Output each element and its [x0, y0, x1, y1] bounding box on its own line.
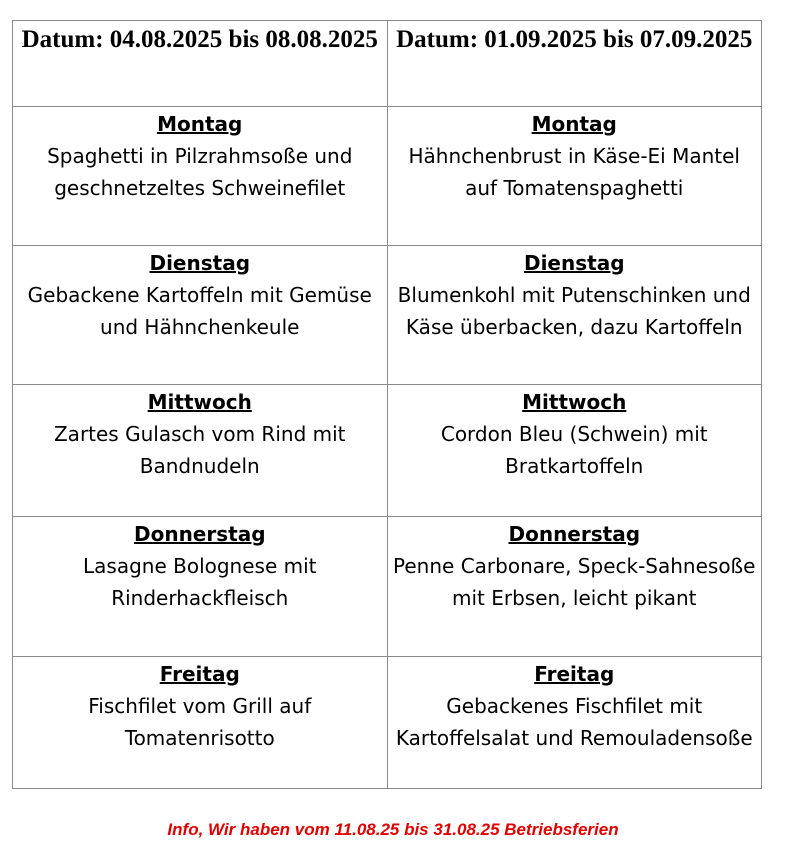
day-label: Dienstag [149, 251, 251, 275]
dish-text: Zartes Gulasch vom Rind mit Bandnudeln [53, 422, 346, 478]
table-row [13, 246, 762, 385]
day-label: Donnerstag [133, 522, 266, 546]
day-label: Montag [531, 112, 617, 136]
day-label: Montag [157, 112, 243, 136]
dish-text: Hähnchenbrust in Käse-Ei Mantel auf Tomatenspaghetti [408, 144, 740, 200]
dish-text: Lasagne Bolognese mit Rinderhackfleisch [83, 554, 317, 610]
table-row [13, 517, 762, 657]
day-label: Freitag [159, 662, 240, 686]
menu-cell [13, 246, 388, 385]
dish-text: Gebackene Kartoffeln mit Gemüse und Hähnchenkeule [27, 283, 372, 339]
table-row [13, 107, 762, 246]
menu-cell [387, 657, 762, 789]
dish-text: Gebackenes Fischfilet mit Kartoffelsalat und Remouladensoße [395, 694, 753, 750]
table-row [13, 385, 762, 517]
day-label: Dienstag [523, 251, 625, 275]
menu-cell [387, 246, 762, 385]
dish-text: Cordon Bleu (Schwein) mit Bratkartoffeln [440, 422, 708, 478]
menu-cell [13, 385, 388, 517]
menu-cell [387, 107, 762, 246]
day-label: Donnerstag [508, 522, 641, 546]
dish-text: Penne Carbonare, Speck-Sahnesoße mit Erbsen, leicht pikant [393, 554, 756, 610]
menu-cell [387, 517, 762, 657]
header-row [13, 21, 762, 107]
dish-text: Fischfilet vom Grill auf Tomatenrisotto [88, 694, 312, 750]
menu-cell [13, 657, 388, 789]
dish-text: Spaghetti in Pilzrahmsoße und geschnetzeltes Schweinefilet [47, 144, 353, 200]
holiday-info-note: Info, Wir haben vom 11.08.25 bis 31.08.25 Betriebsferien [167, 820, 619, 839]
date-header-week-2: Datum: 01.09.2025 bis 07.09.2025 [387, 21, 762, 107]
table-row [13, 657, 762, 789]
date-header-week-1: Datum: 04.08.2025 bis 08.08.2025 [13, 21, 388, 107]
menu-cell [387, 385, 762, 517]
dish-text: Blumenkohl mit Putenschinken und Käse überbacken, dazu Kartoffeln [397, 283, 751, 339]
menu-table [12, 20, 762, 789]
menu-cell [13, 517, 388, 657]
day-label: Mittwoch [147, 390, 252, 414]
day-label: Mittwoch [522, 390, 627, 414]
day-label: Freitag [534, 662, 615, 686]
menu-cell [13, 107, 388, 246]
